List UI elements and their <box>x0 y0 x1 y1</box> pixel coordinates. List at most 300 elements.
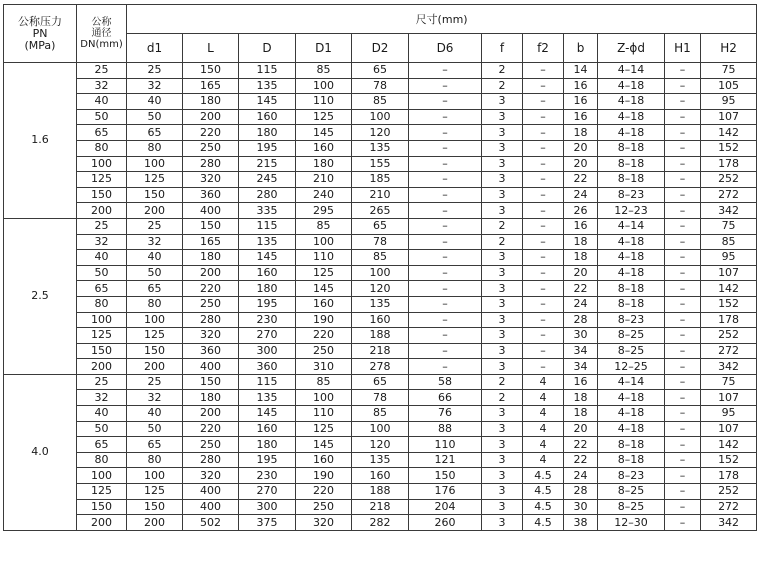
dimension-cell: 24 <box>564 296 598 312</box>
dimension-cell: 150 <box>183 374 239 390</box>
dimension-cell: – <box>409 156 482 172</box>
dimension-cell: 8–18 <box>598 172 665 188</box>
dimension-cell: 3 <box>482 328 523 344</box>
dimension-cell: 8–18 <box>598 296 665 312</box>
dn-value-cell: 40 <box>77 250 127 266</box>
dimension-cell: – <box>409 328 482 344</box>
dimension-cell: 8–18 <box>598 437 665 453</box>
dn-value-cell: 40 <box>77 94 127 110</box>
dimension-cell: 200 <box>127 359 183 375</box>
dimension-cell: 2 <box>482 218 523 234</box>
dimension-cell: 38 <box>564 515 598 531</box>
pn-header-line: 公称压力 <box>18 14 62 28</box>
pn-column-header <box>4 5 77 63</box>
dimension-cell: 107 <box>701 421 757 437</box>
dimension-cell: 160 <box>352 468 409 484</box>
dimension-cell: 178 <box>701 312 757 328</box>
dimension-cell: 218 <box>352 343 409 359</box>
dimension-cell: 40 <box>127 250 183 266</box>
dimension-cell: 502 <box>183 515 239 531</box>
dimension-cell: 280 <box>183 156 239 172</box>
dimension-cell: 4.5 <box>523 499 564 515</box>
dn-value-cell: 25 <box>77 374 127 390</box>
dimension-cell: 85 <box>296 374 352 390</box>
dimension-cell: 3 <box>482 421 523 437</box>
dimension-cell: 8–18 <box>598 156 665 172</box>
dimension-cell: 195 <box>239 296 296 312</box>
dimension-cell: 8–23 <box>598 468 665 484</box>
dimension-cell: 25 <box>127 63 183 79</box>
dimension-cell: 165 <box>183 234 239 250</box>
table-row <box>4 437 757 453</box>
dimension-cell: 320 <box>296 515 352 531</box>
dimension-cell: 272 <box>701 499 757 515</box>
dimension-cell: – <box>523 156 564 172</box>
dimension-cell: 80 <box>127 140 183 156</box>
dimension-cell: 4 <box>523 390 564 406</box>
dimension-cell: 150 <box>127 499 183 515</box>
dimension-cell: – <box>409 172 482 188</box>
dimension-cell: 22 <box>564 437 598 453</box>
dimension-cell: 3 <box>482 203 523 219</box>
table-row <box>4 515 757 531</box>
dimension-cell: 40 <box>127 94 183 110</box>
column-header-d6: D6 <box>409 34 482 63</box>
dimension-cell: 3 <box>482 312 523 328</box>
dn-value-cell: 50 <box>77 265 127 281</box>
table-row <box>4 281 757 297</box>
dimension-cell: 4 <box>523 421 564 437</box>
dimension-cell: 100 <box>127 468 183 484</box>
dn-value-cell: 150 <box>77 187 127 203</box>
dimension-cell: – <box>409 343 482 359</box>
dimension-cell: 115 <box>239 218 296 234</box>
dimension-cell: 22 <box>564 172 598 188</box>
dimension-cell: – <box>665 94 701 110</box>
dimension-cell: 4.5 <box>523 468 564 484</box>
dimension-cell: 250 <box>296 499 352 515</box>
dimension-cell: 115 <box>239 63 296 79</box>
dimension-cell: 2 <box>482 234 523 250</box>
dimension-cell: 270 <box>239 328 296 344</box>
dimension-cell: 252 <box>701 328 757 344</box>
column-header-d: D <box>239 34 296 63</box>
dn-value-cell: 125 <box>77 328 127 344</box>
dimension-table-sheet <box>3 4 740 531</box>
dimension-cell: 282 <box>352 515 409 531</box>
dimension-cell: – <box>523 94 564 110</box>
dimension-cell: 65 <box>127 281 183 297</box>
dimension-cell: 165 <box>183 78 239 94</box>
dimension-cell: 342 <box>701 359 757 375</box>
dimension-cell: – <box>665 265 701 281</box>
dimension-cell: – <box>523 328 564 344</box>
dimension-cell: 50 <box>127 265 183 281</box>
dimension-cell: – <box>665 328 701 344</box>
dimension-cell: 200 <box>127 515 183 531</box>
dimension-cell: 4–18 <box>598 390 665 406</box>
dimension-cell: – <box>665 156 701 172</box>
dimension-cell: 320 <box>183 172 239 188</box>
dimension-cell: – <box>665 281 701 297</box>
dimension-cell: 135 <box>352 296 409 312</box>
dimension-cell: 20 <box>564 156 598 172</box>
dn-value-cell: 100 <box>77 312 127 328</box>
dimension-cell: 18 <box>564 390 598 406</box>
dimension-cell: 142 <box>701 281 757 297</box>
table-row <box>4 172 757 188</box>
dimension-cell: – <box>523 172 564 188</box>
dimension-cell: 3 <box>482 468 523 484</box>
dimension-cell: – <box>665 421 701 437</box>
dimension-cell: 400 <box>183 484 239 500</box>
dimension-cell: 180 <box>183 390 239 406</box>
dimension-cell: – <box>665 63 701 79</box>
dimension-cell: 30 <box>564 328 598 344</box>
table-row <box>4 296 757 312</box>
table-row <box>4 359 757 375</box>
dimension-cell: 180 <box>239 437 296 453</box>
column-header-d2: D2 <box>352 34 409 63</box>
dimension-cell: 24 <box>564 468 598 484</box>
dimension-cell: 75 <box>701 374 757 390</box>
dimension-cell: 360 <box>183 187 239 203</box>
dimension-cell: 3 <box>482 499 523 515</box>
column-header-f2: f2 <box>523 34 564 63</box>
pn-header-line: PN <box>32 26 48 40</box>
dimension-cell: 320 <box>183 468 239 484</box>
dimension-cell: 8–18 <box>598 140 665 156</box>
dimension-cell: 66 <box>409 390 482 406</box>
dimension-cell: 120 <box>352 437 409 453</box>
dimension-cell: 178 <box>701 156 757 172</box>
dimension-cell: 100 <box>352 421 409 437</box>
dimension-cell: 8–25 <box>598 328 665 344</box>
dimension-cell: – <box>665 374 701 390</box>
dimension-cell: – <box>665 452 701 468</box>
table-row <box>4 406 757 422</box>
dimension-cell: – <box>523 125 564 141</box>
dimension-cell: 200 <box>183 109 239 125</box>
dimension-cell: 160 <box>239 265 296 281</box>
table-row <box>4 140 757 156</box>
dn-value-cell: 80 <box>77 296 127 312</box>
dimension-cell: – <box>523 218 564 234</box>
dimension-cell: 80 <box>127 296 183 312</box>
column-header-d1: d1 <box>127 34 183 63</box>
dimension-cell: 85 <box>701 234 757 250</box>
dimension-cell: 150 <box>127 187 183 203</box>
dimension-cell: 4.5 <box>523 515 564 531</box>
dimension-cell: – <box>665 250 701 266</box>
dimension-cell: 85 <box>296 63 352 79</box>
dimension-cell: 272 <box>701 187 757 203</box>
dimension-cell: 3 <box>482 94 523 110</box>
dimension-cell: 400 <box>183 499 239 515</box>
dimension-cell: 220 <box>183 281 239 297</box>
dimension-cell: 78 <box>352 390 409 406</box>
dimension-cell: 8–23 <box>598 187 665 203</box>
dimension-cell: 100 <box>296 234 352 250</box>
dimension-cell: 280 <box>183 312 239 328</box>
dimension-cell: 195 <box>239 140 296 156</box>
dimension-cell: – <box>523 187 564 203</box>
dimension-cell: 152 <box>701 452 757 468</box>
dimension-cell: 145 <box>296 437 352 453</box>
dimension-cell: 40 <box>127 406 183 422</box>
dn-value-cell: 25 <box>77 218 127 234</box>
dimension-cell: 26 <box>564 203 598 219</box>
dimension-cell: 100 <box>127 156 183 172</box>
dimension-cell: 252 <box>701 172 757 188</box>
dimension-cell: 150 <box>127 343 183 359</box>
dimension-cell: 245 <box>239 172 296 188</box>
dimension-cell: 4–14 <box>598 218 665 234</box>
dimension-cell: 121 <box>409 452 482 468</box>
dimension-cell: 4–18 <box>598 406 665 422</box>
dimension-cell: – <box>409 125 482 141</box>
dimension-cell: 220 <box>296 484 352 500</box>
dimension-cell: – <box>523 250 564 266</box>
dn-column-header <box>77 5 127 63</box>
table-row <box>4 63 757 79</box>
dn-value-cell: 125 <box>77 172 127 188</box>
dimension-cell: 25 <box>127 374 183 390</box>
dimension-cell: 85 <box>352 250 409 266</box>
dimension-cell: 95 <box>701 250 757 266</box>
dimension-cell: 125 <box>296 421 352 437</box>
dimension-cell: – <box>409 265 482 281</box>
dimension-cell: – <box>665 187 701 203</box>
dimension-cell: – <box>665 484 701 500</box>
dimension-cell: 260 <box>409 515 482 531</box>
dimension-cell: 125 <box>296 109 352 125</box>
dimension-cell: – <box>523 343 564 359</box>
dimension-cell: 142 <box>701 437 757 453</box>
dimension-cell: 3 <box>482 452 523 468</box>
table-row <box>4 234 757 250</box>
dimension-cell: 3 <box>482 343 523 359</box>
dimension-cell: – <box>409 78 482 94</box>
dimension-cell: 150 <box>183 63 239 79</box>
dimension-cell: 20 <box>564 140 598 156</box>
dimension-cell: 188 <box>352 484 409 500</box>
dimension-cell: – <box>665 109 701 125</box>
pn-value-cell: 2.5 <box>4 218 77 374</box>
dimension-cell: – <box>665 296 701 312</box>
dimension-cell: 18 <box>564 125 598 141</box>
dn-header-line: 通径 <box>91 28 112 39</box>
dn-value-cell: 100 <box>77 156 127 172</box>
dn-value-cell: 40 <box>77 406 127 422</box>
dimension-cell: 18 <box>564 234 598 250</box>
dn-value-cell: 150 <box>77 499 127 515</box>
dimension-cell: – <box>523 359 564 375</box>
dimension-cell: 107 <box>701 265 757 281</box>
dimension-cell: 300 <box>239 499 296 515</box>
dimension-cell: – <box>523 281 564 297</box>
column-header-f: f <box>482 34 523 63</box>
dimension-cell: 100 <box>296 78 352 94</box>
dn-value-cell: 50 <box>77 421 127 437</box>
dimension-cell: 4.5 <box>523 484 564 500</box>
dimension-cell: 160 <box>352 312 409 328</box>
dimension-cell: 16 <box>564 94 598 110</box>
dimension-cell: 50 <box>127 421 183 437</box>
dimension-cell: 65 <box>127 437 183 453</box>
table-row <box>4 452 757 468</box>
dimension-cell: 180 <box>239 281 296 297</box>
dimension-cell: – <box>409 250 482 266</box>
dimension-cell: – <box>665 359 701 375</box>
dimension-cell: 125 <box>127 328 183 344</box>
dimension-cell: – <box>665 218 701 234</box>
dimension-cell: 280 <box>239 187 296 203</box>
table-row <box>4 250 757 266</box>
dimension-cell: 200 <box>183 265 239 281</box>
dimension-cell: 135 <box>239 234 296 250</box>
dimension-cell: 210 <box>352 187 409 203</box>
dimension-cell: 280 <box>183 452 239 468</box>
dn-value-cell: 100 <box>77 468 127 484</box>
dimension-cell: 3 <box>482 296 523 312</box>
dimension-cell: 230 <box>239 468 296 484</box>
dimension-cell: 18 <box>564 250 598 266</box>
dimension-cell: 3 <box>482 250 523 266</box>
dimension-cell: – <box>665 499 701 515</box>
dn-value-cell: 200 <box>77 359 127 375</box>
dimension-cell: 190 <box>296 468 352 484</box>
dimension-cell: – <box>409 234 482 250</box>
dimension-cell: 135 <box>239 390 296 406</box>
dimension-cell: 160 <box>239 421 296 437</box>
dimension-cell: 16 <box>564 109 598 125</box>
dimension-cell: 76 <box>409 406 482 422</box>
dimension-cell: 190 <box>296 312 352 328</box>
dimension-cell: 160 <box>239 109 296 125</box>
dimension-cell: 150 <box>183 218 239 234</box>
dn-value-cell: 65 <box>77 125 127 141</box>
dimension-cell: 265 <box>352 203 409 219</box>
dimension-cell: – <box>665 234 701 250</box>
dimension-cell: 22 <box>564 281 598 297</box>
dimension-cell: 12–23 <box>598 203 665 219</box>
table-row <box>4 125 757 141</box>
dimension-cell: 3 <box>482 437 523 453</box>
dimension-cell: 16 <box>564 78 598 94</box>
dimension-cell: 32 <box>127 234 183 250</box>
dimension-cell: 200 <box>183 406 239 422</box>
dimension-cell: 100 <box>352 265 409 281</box>
dimension-cell: 252 <box>701 484 757 500</box>
dimension-cell: – <box>665 515 701 531</box>
table-row <box>4 468 757 484</box>
dimension-cell: 120 <box>352 281 409 297</box>
dn-value-cell: 32 <box>77 234 127 250</box>
column-header-z-phi-d: Z-ϕd <box>598 34 665 63</box>
dimension-cell: 50 <box>127 109 183 125</box>
dimension-cell: 360 <box>239 359 296 375</box>
dimension-cell: 220 <box>183 421 239 437</box>
dimension-cell: – <box>523 203 564 219</box>
dimension-cell: – <box>409 63 482 79</box>
dimension-cell: 107 <box>701 109 757 125</box>
dimension-cell: 3 <box>482 140 523 156</box>
dimension-cell: 135 <box>352 140 409 156</box>
dimension-cell: 120 <box>352 125 409 141</box>
dimension-cell: 142 <box>701 125 757 141</box>
dimension-cell: – <box>665 343 701 359</box>
dimension-cell: 152 <box>701 140 757 156</box>
dimension-cell: – <box>409 296 482 312</box>
dimension-cell: 34 <box>564 343 598 359</box>
dimension-cell: 34 <box>564 359 598 375</box>
dimension-cell: – <box>523 109 564 125</box>
dimension-cell: 78 <box>352 78 409 94</box>
dimension-cell: 110 <box>296 250 352 266</box>
dimensions-group-header: 尺寸(mm) <box>127 5 757 34</box>
column-header-d1-bolt-circle: D1 <box>296 34 352 63</box>
table-row <box>4 265 757 281</box>
dimension-cell: 4–18 <box>598 78 665 94</box>
dimension-cell: 65 <box>127 125 183 141</box>
dimension-cell: 80 <box>127 452 183 468</box>
dimension-cell: 400 <box>183 359 239 375</box>
dimension-cell: 14 <box>564 63 598 79</box>
dimension-cell: 20 <box>564 265 598 281</box>
dimension-cell: – <box>523 63 564 79</box>
dimension-cell: – <box>409 94 482 110</box>
dimension-cell: – <box>665 406 701 422</box>
dimension-cell: – <box>665 125 701 141</box>
dimension-cell: 3 <box>482 172 523 188</box>
dimension-cell: 3 <box>482 359 523 375</box>
dn-value-cell: 80 <box>77 140 127 156</box>
dimension-cell: – <box>409 187 482 203</box>
dimension-cell: 200 <box>127 203 183 219</box>
column-header-b: b <box>564 34 598 63</box>
pn-value-cell: 1.6 <box>4 63 77 219</box>
dimension-cell: – <box>409 281 482 297</box>
dn-value-cell: 80 <box>77 452 127 468</box>
dimension-cell: 110 <box>409 437 482 453</box>
dn-value-cell: 50 <box>77 109 127 125</box>
dimension-cell: 220 <box>183 125 239 141</box>
dimension-cell: – <box>409 312 482 328</box>
dimension-cell: 152 <box>701 296 757 312</box>
dimension-cell: 8–18 <box>598 452 665 468</box>
dimension-cell: 4–18 <box>598 421 665 437</box>
dimension-cell: 250 <box>183 140 239 156</box>
dn-value-cell: 25 <box>77 63 127 79</box>
dimension-cell: 58 <box>409 374 482 390</box>
dimension-cell: 400 <box>183 203 239 219</box>
dimension-cell: 180 <box>296 156 352 172</box>
dimension-cell: 88 <box>409 421 482 437</box>
table-row <box>4 421 757 437</box>
dimension-cell: 85 <box>352 94 409 110</box>
table-row <box>4 343 757 359</box>
dimension-cell: 100 <box>352 109 409 125</box>
dimension-cell: 2 <box>482 390 523 406</box>
dimension-cell: 4–18 <box>598 94 665 110</box>
dimension-cell: 75 <box>701 63 757 79</box>
dimension-cell: 155 <box>352 156 409 172</box>
dimension-cell: 270 <box>239 484 296 500</box>
dimension-cell: 3 <box>482 265 523 281</box>
dimension-cell: 8–18 <box>598 281 665 297</box>
dimension-cell: 320 <box>183 328 239 344</box>
